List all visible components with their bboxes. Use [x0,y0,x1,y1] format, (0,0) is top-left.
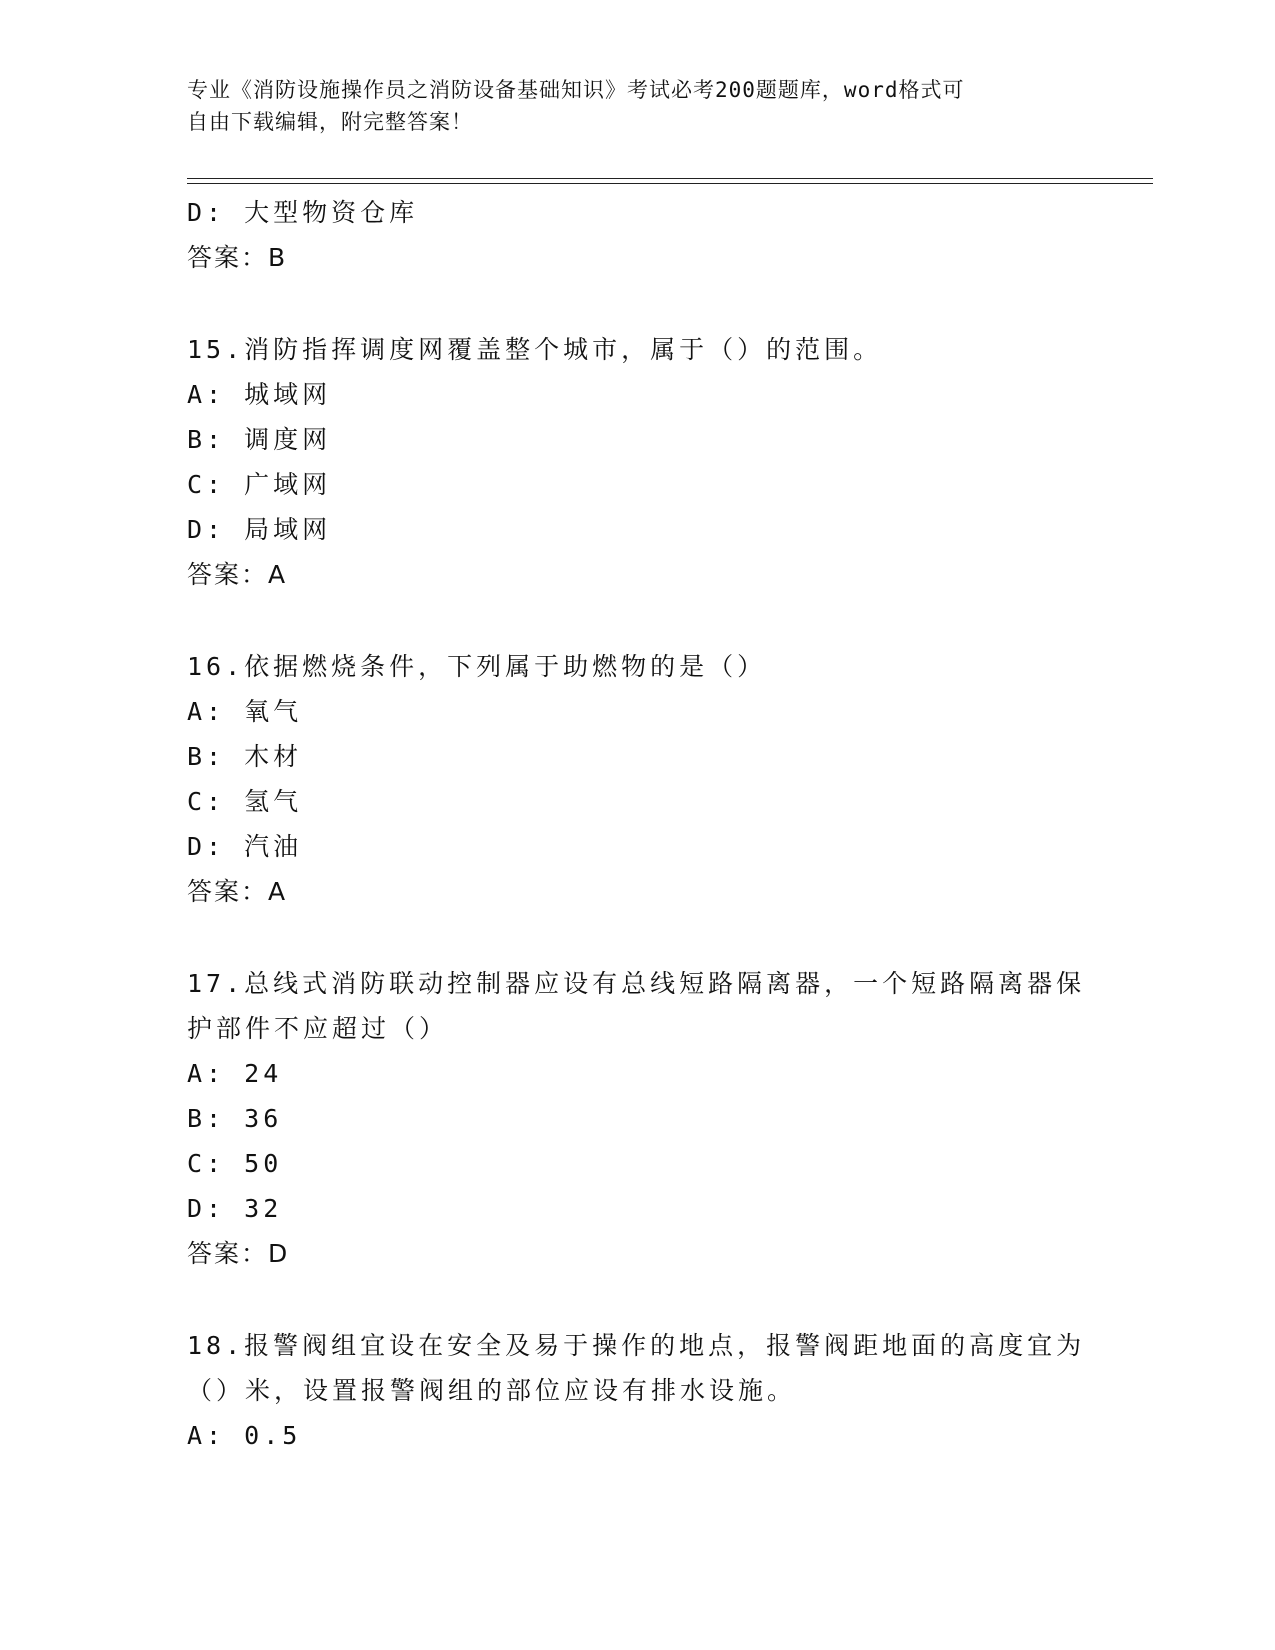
option-a: A: 24 [187,1059,283,1088]
option-a: A: 氧气 [187,697,303,726]
question-list [187,190,1087,1458]
question-stem: 16.依据燃烧条件，下列属于助燃物的是（） [187,652,767,681]
option-b: B: 调度网 [187,425,332,454]
header-line-1: 专业《消防设施操作员之消防设备基础知识》考试必考200题题库，word格式可 [187,78,965,102]
question-14-tail [187,190,1087,280]
question-stem-line-2: 护部件不应超过（） [187,1014,449,1043]
question-stem-line-2: （）米，设置报警阀组的部位应设有排水设施。 [187,1376,797,1405]
answer-line: 答案：B [187,243,288,272]
question-17 [187,961,1087,1276]
question-stem: 15.消防指挥调度网覆盖整个城市，属于（）的范围。 [187,335,883,364]
header-line-2: 自由下载编辑，附完整答案！ [187,110,473,134]
option-b: B: 36 [187,1104,283,1133]
option-d: D: 局域网 [187,515,332,544]
option-d: D: 大型物资仓库 [187,198,419,227]
option-d: D: 32 [187,1194,283,1223]
answer-line: 答案：A [187,877,288,906]
question-18 [187,1323,1087,1458]
answer-line: 答案：A [187,560,288,589]
header-divider-bottom [187,183,1153,184]
question-16 [187,644,1087,914]
option-b: B: 木材 [187,742,303,771]
question-15 [187,327,1087,597]
question-stem-line-1: 18.报警阀组宜设在安全及易于操作的地点，报警阀距地面的高度宜为 [187,1331,1086,1360]
option-c: C: 50 [187,1149,283,1178]
option-d: D: 汽油 [187,832,303,861]
option-a: A: 城域网 [187,380,332,409]
option-c: C: 广域网 [187,470,332,499]
question-stem-line-1: 17.总线式消防联动控制器应设有总线短路隔离器，一个短路隔离器保 [187,969,1086,998]
header-divider-top [187,178,1153,179]
option-a: A: 0.5 [187,1421,302,1450]
header-note [187,74,1067,138]
option-c: C: 氢气 [187,787,303,816]
answer-line: 答案：D [187,1239,290,1268]
